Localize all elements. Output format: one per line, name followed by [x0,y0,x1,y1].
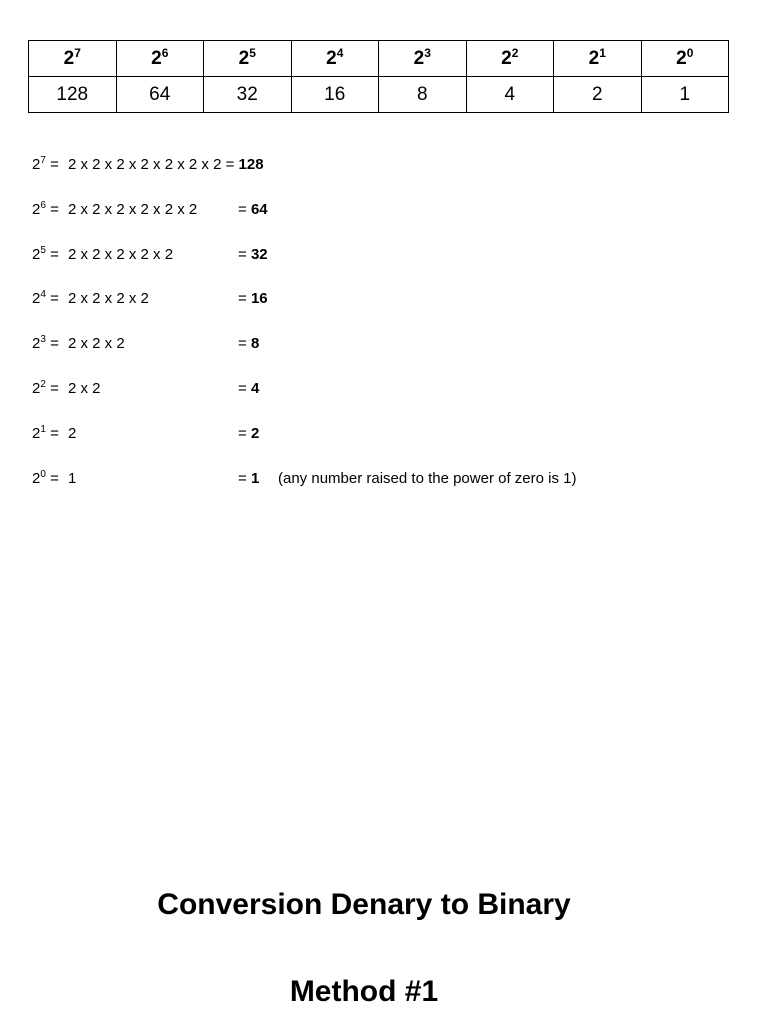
equation-lhs [32,154,59,176]
equation-expression: 2 x 2 x 2 [68,335,125,352]
equation-base: 2 [32,380,41,397]
expression-text: 2 x 2 x 2 x 2 x 2 x 2 x 2 [68,156,222,173]
result-equals-sign: = [238,290,247,307]
equation-base: 2 [32,290,41,307]
equation-result: 4 [250,380,260,397]
equation-expression: 2 x 2 x 2 x 2 [68,290,149,307]
equals-sign: = [50,246,59,263]
equation-result: 1 [250,470,260,487]
equation-base: 2 [32,470,41,487]
page-title: Conversion Denary to Binary [157,888,571,921]
equation-result-group [238,199,268,221]
header-cell-2-1 [554,41,642,77]
header-cell-2-5 [204,41,292,77]
result-equals-sign: = [238,201,247,218]
equation-expression: 2 x 2 [68,380,101,397]
equation-lhs [32,244,59,266]
equation-expression: 2 [68,425,77,442]
equation-exponent: 7 [40,155,46,166]
equation-base: 2 [32,201,41,218]
equation-lhs [32,378,59,400]
equation-result: 2 [250,425,260,442]
header-cell-2-6 [116,41,204,77]
result-equals-sign: = [238,380,247,397]
value-cell: 16 [291,77,379,113]
equals-sign: = [50,335,59,352]
equation-result-group [238,333,259,355]
header-cell-2-0 [641,41,729,77]
equation-exponent: 3 [40,334,46,345]
value-cell: 1 [641,77,729,113]
equation-result-group [238,378,259,400]
equation-base: 2 [32,246,41,263]
value-cell: 128 [29,77,117,113]
result-equals-sign: = [238,470,247,487]
equation-exponent: 2 [40,379,46,390]
equation-result-group [238,288,268,310]
equals-sign: = [50,470,59,487]
header-exponent: 0 [686,45,694,60]
equation-base: 2 [32,335,41,352]
equation-exponent: 1 [40,424,46,435]
result-equals-sign: = [238,425,247,442]
method-subtitle: Method #1 [289,975,439,1008]
header-cell-2-7 [29,41,117,77]
equation-expression: 2 x 2 x 2 x 2 x 2 [68,246,174,263]
powers-of-two-table [28,40,729,113]
header-exponent: 1 [599,45,606,60]
equation-exponent: 4 [40,289,46,300]
equation-lhs [32,199,59,221]
result-equals-sign: = [225,156,235,173]
header-base: 2 [676,47,687,69]
header-cell-2-2 [466,41,554,77]
equation-lhs [32,468,59,490]
equation-result: 64 [250,201,268,218]
header-base: 2 [588,47,600,69]
equation-result: 32 [250,246,268,263]
header-exponent: 5 [249,45,256,60]
value-cell: 8 [379,77,467,113]
equation-result: 16 [250,290,268,307]
header-base: 2 [151,47,162,69]
equation-expression: 1 [68,470,77,487]
header-exponent: 6 [161,45,169,60]
equation-exponent: 5 [40,245,46,256]
equation-lhs [32,333,59,355]
header-exponent: 2 [511,45,519,60]
equation-expression: 2 x 2 x 2 x 2 x 2 x 2 [68,201,198,218]
equation-expression [68,154,264,176]
header-cell-2-3 [379,41,467,77]
equals-sign: = [50,380,59,397]
equation-result: 128 [238,156,264,173]
result-equals-sign: = [238,335,247,352]
table-header-row [29,41,729,77]
value-cell: 4 [466,77,554,113]
equals-sign: = [50,425,59,442]
header-base: 2 [501,47,512,69]
value-cell: 64 [116,77,204,113]
equation-result-group [238,423,259,445]
equation-result-group [238,244,268,266]
equals-sign: = [50,156,59,173]
equation-result: 8 [250,335,260,352]
header-exponent: 4 [336,45,344,60]
header-base: 2 [63,47,75,69]
header-exponent: 7 [74,45,81,60]
result-equals-sign: = [238,246,247,263]
equals-sign: = [50,290,59,307]
equation-exponent: 0 [40,469,46,480]
value-cell: 32 [204,77,292,113]
header-base: 2 [238,47,250,69]
equation-base: 2 [32,156,41,173]
equation-lhs [32,423,59,445]
header-base: 2 [326,47,337,69]
zero-power-note: (any number raised to the power of zero is 1) [278,470,577,487]
equation-result-group [238,468,259,490]
value-cell: 2 [554,77,642,113]
header-cell-2-4 [291,41,379,77]
equation-lhs [32,288,59,310]
header-base: 2 [413,47,425,69]
table-values-row [29,77,729,113]
equation-exponent: 6 [40,200,46,211]
equation-base: 2 [32,425,41,442]
header-exponent: 3 [424,45,431,60]
equals-sign: = [50,201,59,218]
